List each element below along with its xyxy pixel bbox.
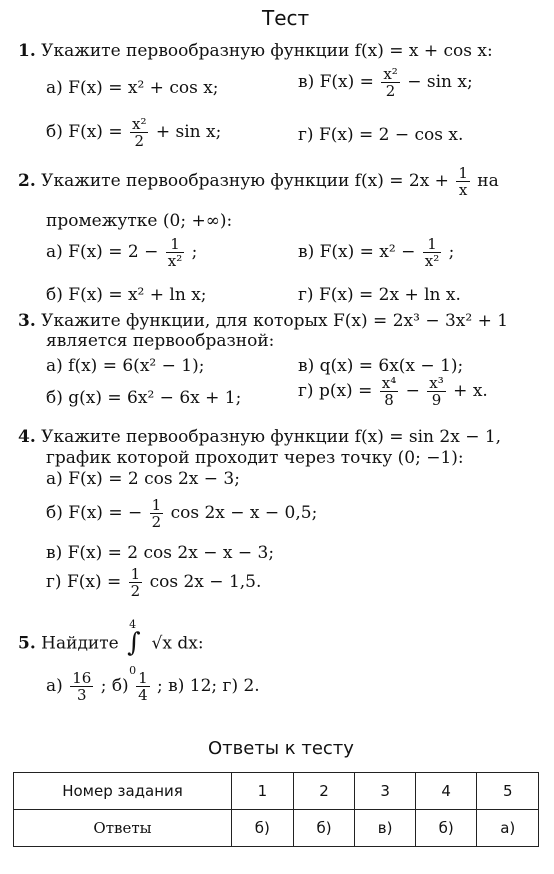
- table-cell: 5: [477, 773, 539, 810]
- table-cell: в): [355, 810, 415, 847]
- q2-option-v: в) F(x) = x² − $\frac{1}{\text{x²}}$ ;: [298, 235, 455, 270]
- question-number: 2.: [18, 171, 36, 191]
- q3-option-a: а) f(x) = 6(x² − 1);: [46, 356, 205, 376]
- question-1: [18, 40, 493, 62]
- answers-heading: Ответы к тесту: [208, 738, 354, 759]
- row-label: Номер задания: [14, 773, 232, 810]
- q2-option-b: б) F(x) = x² + ln x;: [46, 285, 207, 305]
- question-text: Укажите первообразную функции f(x) = x + cos x:: [41, 41, 493, 61]
- question-2-line2: промежутке (0; +∞):: [46, 211, 233, 231]
- question-number: 3.: [18, 311, 36, 331]
- q1-option-a: а) F(x) = x² + cos x;: [46, 78, 219, 98]
- q3-option-b: б) g(x) = 6x² − 6x + 1;: [46, 388, 242, 408]
- q3-option-g: г) p(x) = $\frac{\text{x⁴}}{8}$ − $\frac{\text{x³}}{9}$ + x.: [298, 374, 488, 409]
- row-label: Ответы: [14, 810, 232, 847]
- question-3-line2: является первообразной:: [46, 331, 275, 351]
- table-cell: б): [415, 810, 477, 847]
- integral-sign: 4 ∫ 0: [127, 618, 141, 677]
- table-cell: б): [232, 810, 294, 847]
- table-cell: б): [293, 810, 355, 847]
- q4-option-v: в) F(x) = 2 cos 2x − x − 3;: [46, 543, 275, 563]
- question-number: 1.: [18, 41, 36, 61]
- table-row: [14, 810, 539, 847]
- table-cell: 3: [355, 773, 415, 810]
- q2-option-a: а) F(x) = 2 − $\frac{1}{\text{x²}}$ ;: [46, 235, 198, 270]
- answers-table: [13, 772, 539, 847]
- table-cell: а): [477, 810, 539, 847]
- question-number: 4.: [18, 427, 36, 447]
- q1-option-g: г) F(x) = 2 − cos x.: [298, 125, 464, 145]
- table-cell: 1: [232, 773, 294, 810]
- table-cell: 4: [415, 773, 477, 810]
- q1-option-v: в) F(x) = $\frac{\text{x²}}{2}$ − sin x;: [298, 65, 473, 100]
- page-title: Тест: [262, 6, 310, 30]
- question-number: 5.: [18, 633, 36, 654]
- q4-option-a: а) F(x) = 2 cos 2x − 3;: [46, 469, 240, 489]
- question-4-line2: график которой проходит через точку (0; −1):: [46, 448, 464, 468]
- q5-options: а) $\frac{16}{3}$ ; б) $\frac{1}{4}$ ; в) 12; г) 2.: [46, 669, 260, 704]
- question-5: 5. Найдите 4 ∫ 0 √x dx:: [18, 618, 204, 677]
- table-cell: 2: [293, 773, 355, 810]
- question-2: 2. Укажите первообразную функции f(x) = 2x + $\frac{1}{x}$ на: [18, 164, 499, 199]
- q2-option-g: г) F(x) = 2x + ln x.: [298, 285, 461, 305]
- question-4: 4. Укажите первообразную функции f(x) = sin 2x − 1,: [18, 427, 502, 447]
- q1-option-b: б) F(x) = $\frac{\text{x²}}{2}$ + sin x;: [46, 115, 222, 150]
- q4-option-g: г) F(x) = $\frac{1}{2}$ cos 2x − 1,5.: [46, 565, 262, 600]
- table-row: [14, 773, 539, 810]
- q4-option-b: б) F(x) = − $\frac{1}{2}$ cos 2x − x − 0,5;: [46, 496, 318, 531]
- q3-option-v: в) q(x) = 6x(x − 1);: [298, 356, 464, 376]
- question-3: 3. Укажите функции, для которых F(x) = 2x³ − 3x² + 1: [18, 311, 509, 331]
